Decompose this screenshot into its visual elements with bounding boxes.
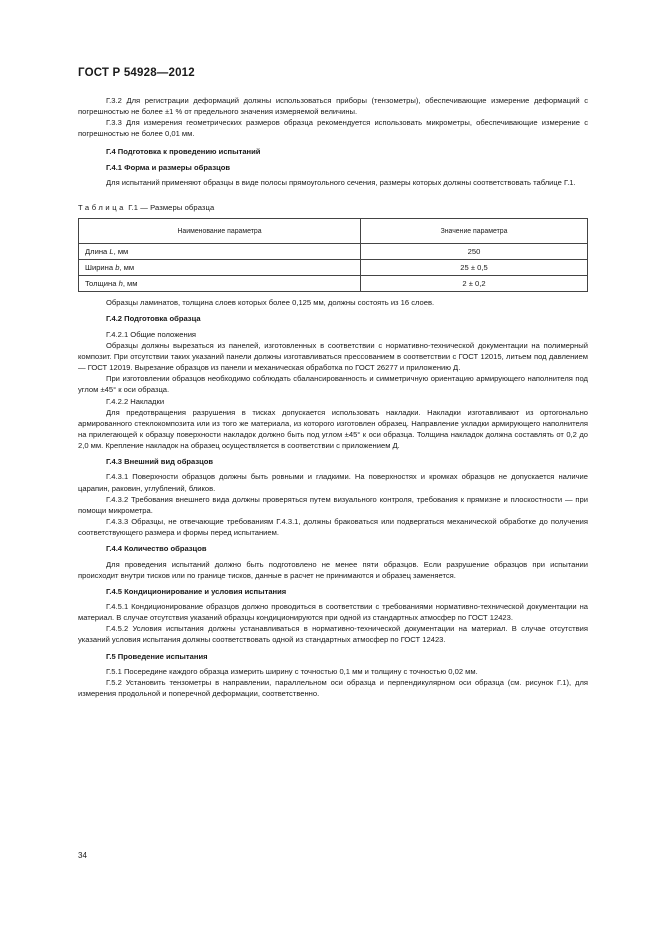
paragraph-g433: Г.4.3.3 Образцы, не отвечающие требованиям Г.4.3.1, должны браковаться или подвергаться механической обработке до получения соответствующего размера и формы перед испытанием. bbox=[78, 517, 588, 538]
document-body bbox=[78, 95, 588, 699]
page-number: 34 bbox=[78, 851, 87, 860]
table-cell-name: Ширина b, мм bbox=[79, 260, 361, 276]
table-caption-prefix: Таблица bbox=[78, 203, 126, 213]
heading-g45: Г.4.5 Кондиционирование и условия испытания bbox=[106, 586, 287, 596]
paragraph-g452: Г.4.5.2 Условия испытания должны устанавливаться в нормативно-технической документации на материал. В случае отсутствия указаний условия испытания должны соответствовать одной из стандартных атмосфер по ГОСТ 12423. bbox=[78, 624, 588, 645]
paragraph-g431: Г.4.3.1 Поверхности образцов должны быть ровными и гладкими. На поверхностях и кромках образцов не допускается наличие царапин, раковин, углублений, бликов. bbox=[78, 472, 588, 493]
heading-g41: Г.4.1 Форма и размеры образцов bbox=[106, 162, 231, 172]
paragraph-g451: Г.4.5.1 Кондиционирование образцов должно проводиться в соответствии с требованиями нормативно-технической документации на материал. В случае отсутствия указаний образцы кондиционируются при одной из стандартных атмосфер по ГОСТ 12423. bbox=[78, 602, 588, 623]
document-header: ГОСТ Р 54928—2012 bbox=[78, 67, 195, 79]
table-caption-text: Г.1 — Размеры образца bbox=[128, 203, 215, 213]
table-row bbox=[79, 260, 588, 276]
table-row bbox=[79, 244, 588, 260]
table-caption bbox=[78, 202, 588, 213]
paragraph-laminates: Образцы ламинатов, толщина слоев которых более 0,125 мм, должны состоять из 16 слоев. bbox=[106, 298, 435, 308]
paragraph-g33: Г.3.3 Для измерения геометрических размеров образца рекомендуется использовать микрометры, обеспечивающие измерение с погрешностью не более 0,01 мм. bbox=[78, 118, 588, 139]
dimensions-table bbox=[78, 218, 588, 292]
heading-g4: Г.4 Подготовка к проведению испытаний bbox=[106, 146, 261, 156]
paragraph-g421a: Образцы должны вырезаться из панелей, изготовленных в соответствии с нормативно-технической документации на полимерный композит. При отсутствии таких указаний панели должны изготавливаться прессованием в соответствии с ГОСТ 12015, литьем под давлением — ГОСТ 12019. Вырезание образцов из панели и механическая обработка по ГОСТ 26277 и приложению Д. bbox=[78, 340, 588, 373]
paragraph-g422: Для предотвращения разрушения в тисках допускается использовать накладки. Накладки изготавливают из ортогонально армированного стеклокомпозита или из того же материала, из которого изготовлен образец. Направление укладки армирующего наполнителя на прилегающей к образцу поверхности накладок должно быть под углом ±45° к оси образца. Толщина накладок должна составлять от 0,2 до 2,0 мм. Крепление накладок на образец осуществляется в соответствии с приложением Д. bbox=[78, 407, 588, 451]
subheading-g421: Г.4.2.1 Общие положения bbox=[106, 329, 197, 339]
subheading-g422: Г.4.2.2 Накладки bbox=[106, 396, 165, 406]
paragraph-g32: Г.3.2 Для регистрации деформаций должны использоваться приборы (тензометры), обеспечивающие измерение деформаций с погрешностью не более ±1 % от предельного значения измеряемой величины. bbox=[78, 96, 588, 117]
table-header-name: Наименование параметра bbox=[79, 219, 361, 244]
paragraph-g421b: При изготовлении образцов необходимо соблюдать сбалансированность и симметричную ориентацию армирующего наполнителя под углом ±45° к оси образца. bbox=[78, 374, 588, 395]
heading-g44: Г.4.4 Количество образцов bbox=[106, 544, 207, 554]
paragraph-g51: Г.5.1 Посередине каждого образца измерить ширину с точностью 0,1 мм и толщину с точностью 0,02 мм. bbox=[106, 666, 478, 676]
heading-g5: Г.5 Проведение испытания bbox=[106, 651, 208, 661]
paragraph-g432: Г.4.3.2 Требования внешнего вида должны проверяться путем визуального контроля, требования к прямизне и плоскостности — при помощи микрометра. bbox=[78, 494, 588, 515]
heading-g43: Г.4.3 Внешний вид образцов bbox=[106, 457, 214, 467]
table-header-value: Значение параметра bbox=[361, 219, 588, 244]
paragraph-g44: Для проведения испытаний должно быть подготовлено не менее пяти образцов. Если разрушение образцов при испытании происходит внутри тисков или по границе тисков, данные в расчет не принимаются и образец заменяется. bbox=[78, 559, 588, 580]
table-cell-name: Толщина h, мм bbox=[79, 276, 361, 292]
table-cell-value: 250 bbox=[361, 244, 588, 260]
table-cell-value: 25 ± 0,5 bbox=[361, 260, 588, 276]
table-cell-name: Длина L, мм bbox=[79, 244, 361, 260]
table-cell-value: 2 ± 0,2 bbox=[361, 276, 588, 292]
paragraph-g41: Для испытаний применяют образцы в виде полосы прямоугольного сечения, размеры которых должны соответствовать таблице Г.1. bbox=[106, 177, 576, 187]
heading-g42: Г.4.2 Подготовка образца bbox=[106, 314, 201, 324]
table-header-row bbox=[79, 219, 588, 244]
paragraph-g52: Г.5.2 Установить тензометры в направлении, параллельном оси образца и перпендикулярном оси образца (см. рисунок Г.1), для измерения продольной и поперечной деформации, соответственно. bbox=[78, 677, 588, 699]
table-row bbox=[79, 276, 588, 292]
